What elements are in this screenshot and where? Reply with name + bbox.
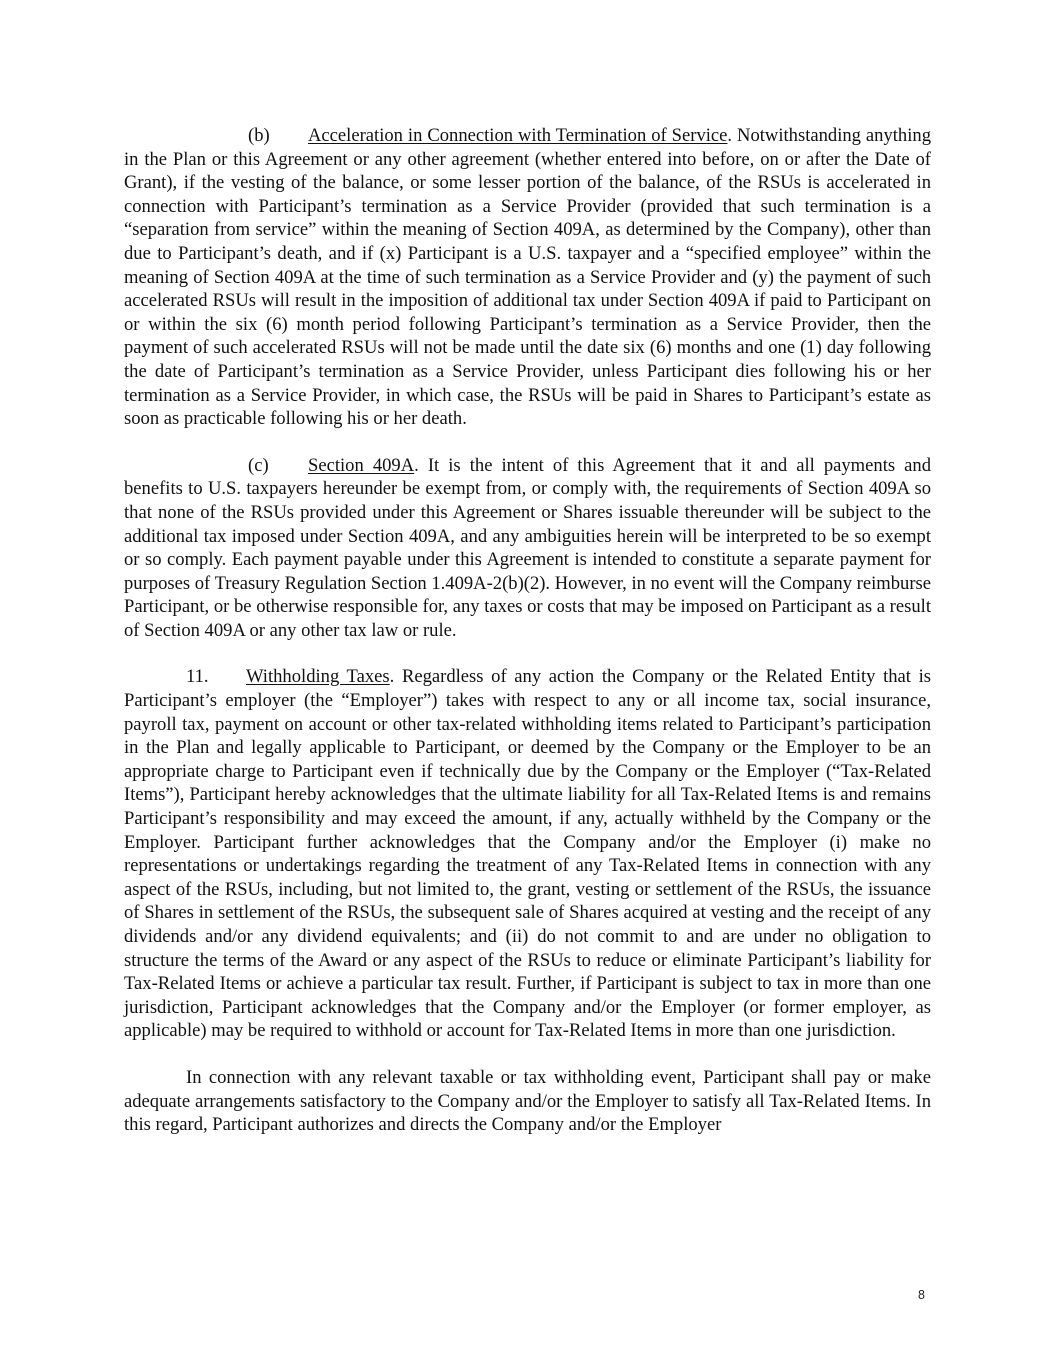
- section-11-body: . Regardless of any action the Company or the Related Entity that is Participant’s employer (the “Employer”) takes with respect to any or all income tax, social insurance, payroll tax, payment on account or other tax-related withholding items related to Participant’s participation in the Plan and legally applicable to Participant, or deemed by the Company or the Employer to be an appropriate charge to Participant even if technically due by the Company or the Employer (“Tax-Related Items”), Participant hereby acknowledges that the ultimate liability for all Tax-Related Items is and remains Participant’s responsibility and may exceed the amount, if any, actually withheld by the Company or the Employer. Participant further acknowledges that the Company and/or the Employer (i) make no representations or undertakings regarding the treatment of any Tax-Related Items in connection with any aspect of the RSUs, including, but not limited to, the grant, vesting or settlement of the RSUs, the issuance of Shares in settlement of the RSUs, the subsequent sale of Shares acquired at vesting and the receipt of any dividends and/or any dividend equivalents; and (ii) do not commit to and are under no obligation to structure the terms of the Award or any aspect of the RSUs to reduce or eliminate Participant’s liability for Tax-Related Items or achieve a particular tax result. Further, if Participant is subject to tax in more than one jurisdiction, Participant acknowledges that the Company and/or the Employer (or former employer, as applicable) may be required to withhold or account for Tax-Related Items in more than one jurisdiction.: [124, 666, 931, 1042]
- section-10b-paragraph: [124, 124, 931, 431]
- section-11-number: 11.: [186, 666, 209, 688]
- section-10b-number: (b): [248, 125, 270, 146]
- section-10c-paragraph: [124, 454, 931, 643]
- section-10c-body: . It is the intent of this Agreement that it and all payments and benefits to U.S. taxpayers hereunder be exempt from, or comply with, the requirements of Section 409A so that none of the RSUs provided under this Agreement or Shares issuable thereunder will be subject to the additional tax imposed under Section 409A, and any ambiguities herein will be interpreted to be so exempt or so comply. Each payment payable under this Agreement is intended to constitute a separate payment for purposes of Treasury Regulation Section 1.409A-2(b)(2). However, in no event will the Company reimburse Participant, or be otherwise responsible for, any taxes or costs that may be imposed on Participant as a result of Section 409A or any other tax law or rule.: [124, 454, 932, 641]
- section-10c-heading: Section 409A: [308, 454, 415, 476]
- document-page: [124, 124, 931, 1137]
- section-11-heading: Withholding Taxes: [246, 666, 390, 688]
- section-11-continuation-paragraph: In connection with any relevant taxable or tax withholding event, Participant shall pay or make adequate arrangements satisfactory to the Company and/or the Employer to satisfy all Tax-Related Items. In this regard, Participant authorizes and directs the Company and/or the Employer: [124, 1066, 931, 1136]
- page-number: 8: [918, 1288, 925, 1302]
- section-11-paragraph: [124, 665, 931, 1043]
- section-10c-number: (c): [248, 454, 269, 476]
- section-10b-heading: Acceleration in Connection with Termination of Service: [308, 125, 728, 146]
- section-10b-body: . Notwithstanding anything in the Plan or this Agreement or any other agreement (whether entered into before, on or after the Date of Grant), if the vesting of the balance, or some lesser portion of the balance, of the RSUs is accelerated in connection with Participant’s termination as a Service Provider (provided that such termination is a “separation from service” within the meaning of Section 409A, as determined by the Company), other than due to Participant’s death, and if (x) Participant is a U.S. taxpayer and a “specified employee” within the meaning of Section 409A at the time of such termination as a Service Provider and (y) the payment of such accelerated RSUs will result in the imposition of additional tax under Section 409A if paid to Participant on or within the six (6) month period following Participant’s termination as a Service Provider, then the payment of such accelerated RSUs will not be made until the date six (6) months and one (1) day following the date of Participant’s termination as a Service Provider, unless Participant dies following his or her termination as a Service Provider, in which case, the RSUs will be paid in Shares to Participant’s estate as soon as practicable following his or her death.: [124, 125, 931, 430]
